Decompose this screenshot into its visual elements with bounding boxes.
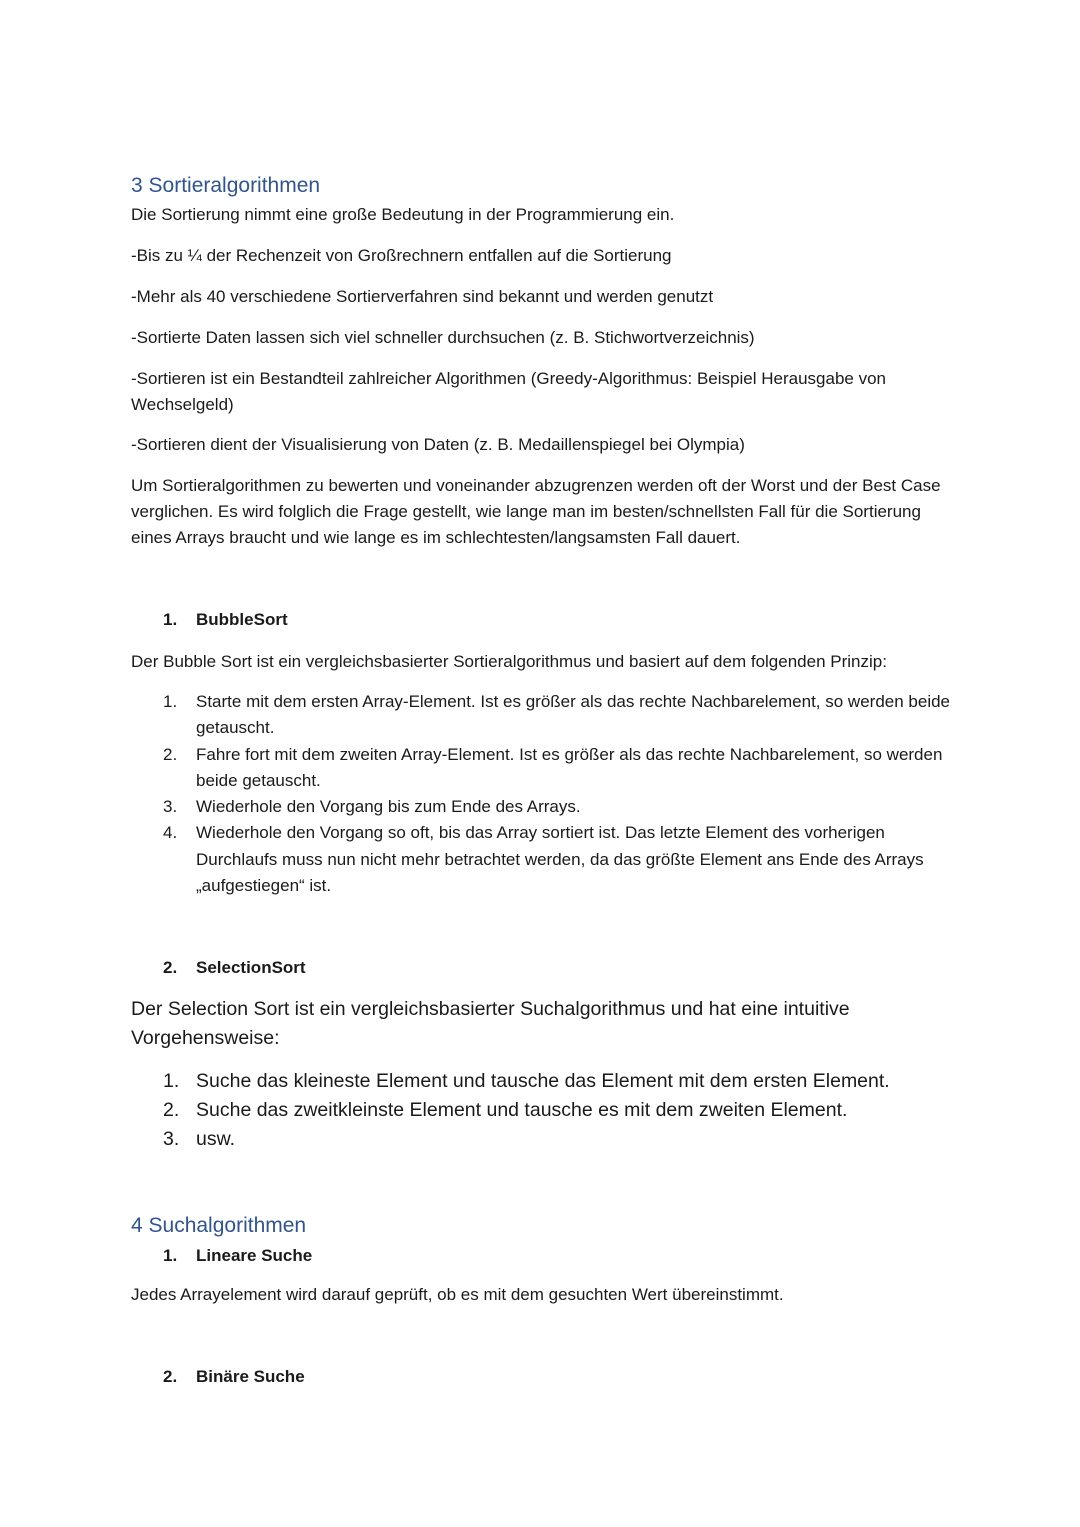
bullet-4: -Sortieren ist ein Bestandteil zahlreicher Algorithmen (Greedy-Algorithmus: Beispiel Herausgabe von Wechselgeld) [131, 369, 886, 414]
binary-search-number: 2. [163, 1367, 178, 1386]
bullet-1: -Bis zu ¼ der Rechenzeit von Großrechnern entfallen auf die Sortierung [131, 246, 672, 265]
selectionsort-heading [163, 955, 306, 981]
list-item: 2. Suche das zweitkleinste Element und tausche es mit dem zweiten Element. [163, 1099, 848, 1121]
bubblesort-heading [163, 607, 288, 633]
linear-search-heading [163, 1243, 312, 1269]
list-item: 1. Starte mit dem ersten Array-Element. Ist es größer als das rechte Nachbarelement, so werden beide getauscht. [163, 692, 951, 738]
list-item: 3. usw. [163, 1128, 236, 1150]
linear-search-title: Lineare Suche [196, 1246, 313, 1265]
linear-search-number: 1. [163, 1246, 178, 1265]
bullet-3: -Sortierte Daten lassen sich viel schneller durchsuchen (z. B. Stichwortverzeichnis) [131, 328, 755, 347]
bubblesort-steps [163, 689, 953, 899]
list-item: 2. Fahre fort mit dem zweiten Array-Element. Ist es größer als das rechte Nachbarelement, so werden beide getauscht. [163, 744, 943, 790]
section-3-intro: Die Sortierung nimmt eine große Bedeutung in der Programmierung ein. [131, 205, 675, 224]
selectionsort-number: 2. [163, 958, 178, 977]
selectionsort-description: Der Selection Sort ist ein vergleichsbasierter Suchalgorithmus und hat eine intuitive Vorgehensweise: [131, 998, 850, 1049]
binary-search-title: Binäre Suche [196, 1367, 305, 1386]
list-item: 1. Suche das kleineste Element und tausche das Element mit dem ersten Element. [163, 1070, 890, 1092]
selectionsort-steps [163, 1067, 953, 1154]
bullet-5: -Sortieren dient der Visualisierung von Daten (z. B. Medaillenspiegel bei Olympia) [131, 435, 745, 454]
section-3-summary: Um Sortieralgorithmen zu bewerten und voneinander abzugrenzen werden oft der Worst und der Best Case verglichen. Es wird folglich die Frage gestellt, wie lange man im besten/schnellsten Fall für die Sortierung eines Arrays braucht und wie lange es im schlechtesten/langsamsten Fall dauert. [131, 476, 941, 547]
linear-search-description: Jedes Arrayelement wird darauf geprüft, ob es mit dem gesuchten Wert übereinstimmt. [131, 1285, 784, 1304]
bubblesort-description: Der Bubble Sort ist ein vergleichsbasierter Sortieralgorithmus und basiert auf dem folgenden Prinzip: [131, 652, 887, 671]
section-3-heading: 3 Sortieralgorithmen [131, 174, 321, 197]
bubblesort-title: BubbleSort [196, 610, 288, 629]
binary-search-heading [163, 1364, 305, 1390]
list-item: 4. Wiederhole den Vorgang so oft, bis das Array sortiert ist. Das letzte Element des vorherigen Durchlaufs muss nun nicht mehr betrachtet werden, da das größte Element ans Ende des Arrays „aufgestiegen“ ist. [163, 823, 924, 896]
bubblesort-number: 1. [163, 610, 178, 629]
section-4-heading: 4 Suchalgorithmen [131, 1214, 307, 1237]
bullet-2: -Mehr als 40 verschiedene Sortierverfahren sind bekannt und werden genutzt [131, 287, 714, 306]
selectionsort-title: SelectionSort [196, 958, 306, 977]
list-item: 3. Wiederhole den Vorgang bis zum Ende des Arrays. [163, 797, 581, 817]
